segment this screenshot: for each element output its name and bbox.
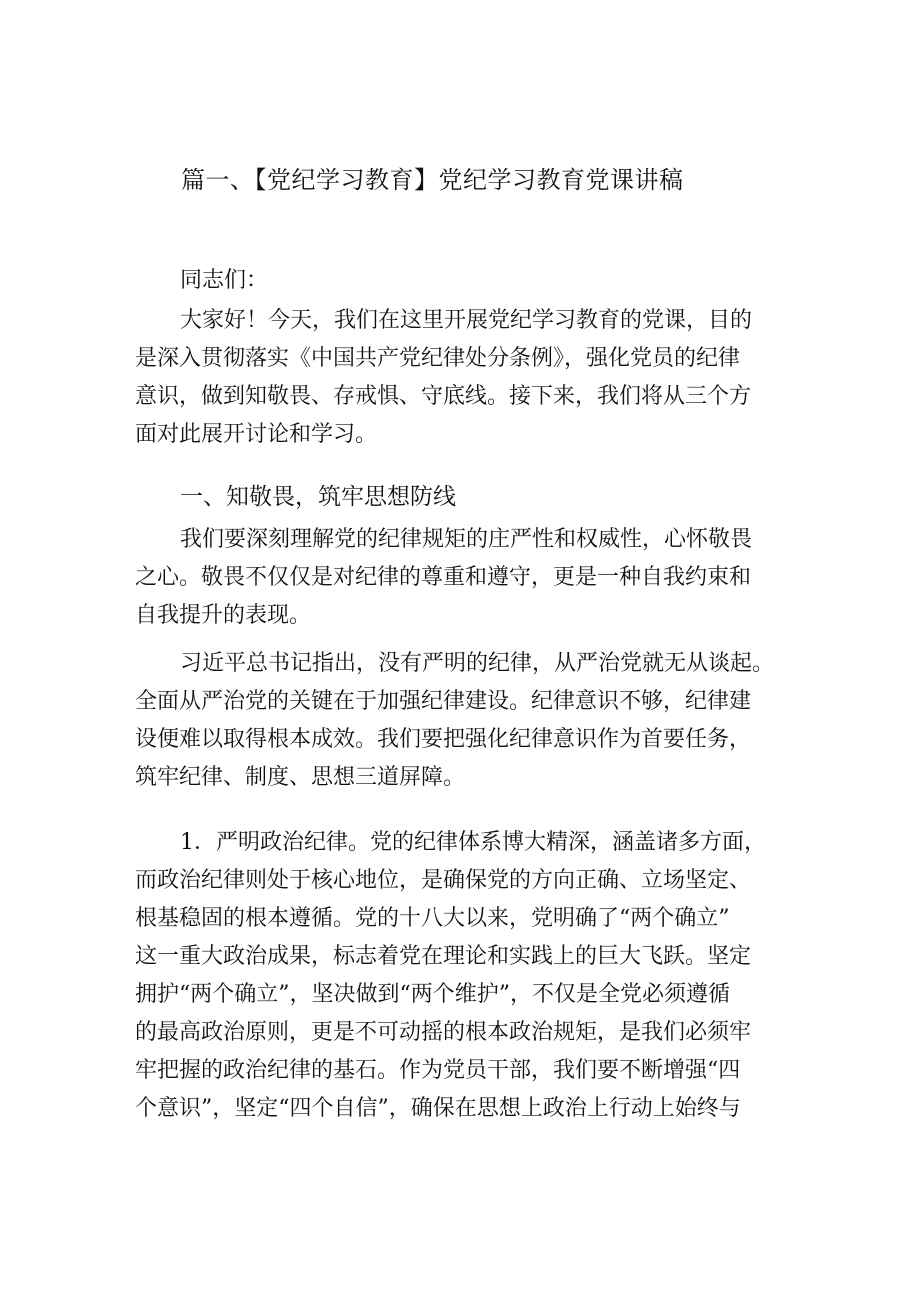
text-line: 这一重大政治成果，标志着党在理论和实践上的巨大飞跃。坚定	[135, 944, 752, 969]
text-line: 牢把握的政治纪律的基石。作为党员干部，我们要不断增强“四	[135, 1058, 741, 1083]
salutation	[135, 262, 795, 300]
text-line: 个意识”，坚定“四个自信”，确保在思想上政治上行动上始终与	[135, 1096, 741, 1121]
intro-paragraph	[135, 302, 795, 454]
text-line: 是深入贯彻落实《中国共产党纪律处分条例》，强化党员的纪律	[135, 346, 741, 371]
paragraph-1	[135, 521, 795, 635]
section-heading: 一、知敬畏，筑牢思想防线	[180, 484, 456, 510]
salutation-line: 同志们：	[180, 268, 269, 293]
text-line: 意识，做到知敬畏、存戒惧、守底线。接下来，我们将从三个方	[135, 384, 752, 409]
text-line: 大家好！今天，我们在这里开展党纪学习教育的党课，目的	[180, 308, 753, 333]
text-line: 拥护“两个确立”，坚决做到“两个维护”，不仅是全党必须遵循	[135, 982, 730, 1007]
text-line: 设便难以取得根本成效。我们要把强化纪律意识作为首要任务，	[135, 727, 752, 752]
text-line: 我们要深刻理解党的纪律规矩的庄严性和权威性，心怀敬畏	[180, 527, 753, 552]
text-line: 之心。敬畏不仅仅是对纪律的尊重和遵守，更是一种自我约束和	[135, 565, 752, 590]
text-line: 面对此展开讨论和学习。	[135, 422, 378, 447]
text-line: 1．严明政治纪律。党的纪律体系博大精深，涵盖诸多方面，	[180, 830, 766, 855]
text-line: 的最高政治原则，更是不可动摇的根本政治规矩，是我们必须牢	[135, 1020, 752, 1045]
text-line: 自我提升的表现。	[135, 603, 312, 628]
text-line: 根基稳固的根本遵循。党的十八大以来，党明确了“两个确立”	[135, 906, 730, 931]
text-line: 习近平总书记指出，没有严明的纪律，从严治党就无从谈起。	[180, 651, 775, 676]
text-line: 筑牢纪律、制度、思想三道屏障。	[135, 765, 466, 790]
document-title: 篇一、【党纪学习教育】党纪学习教育党课讲稿	[181, 166, 684, 194]
text-line: 而政治纪律则处于核心地位，是确保党的方向正确、立场坚定、	[135, 868, 752, 893]
paragraph-2	[135, 645, 795, 797]
paragraph-3	[135, 824, 795, 1128]
text-line: 全面从严治党的关键在于加强纪律建设。纪律意识不够，纪律建	[135, 689, 752, 714]
